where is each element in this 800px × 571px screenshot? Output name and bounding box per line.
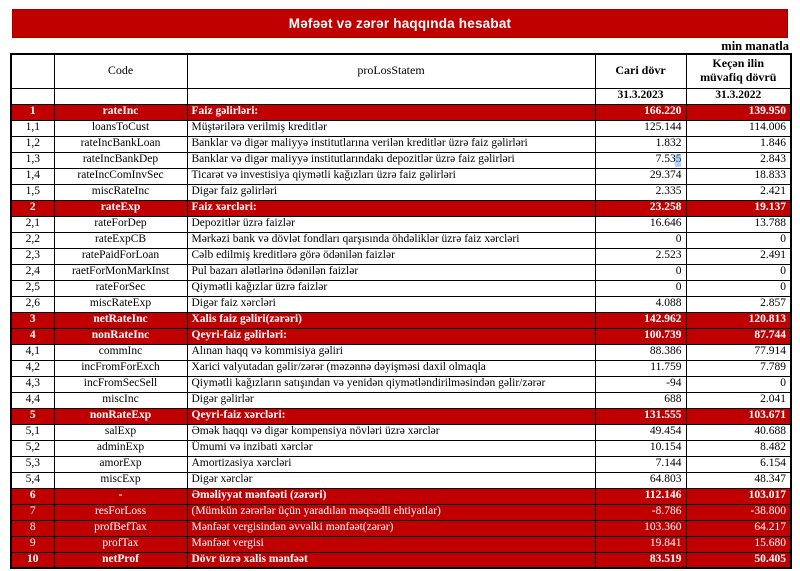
row-number: 1,4 xyxy=(11,168,54,184)
table-row xyxy=(11,104,791,120)
row-number: 4,1 xyxy=(11,344,54,360)
row-code: incFromForExch xyxy=(54,360,187,376)
row-value-current: 49.454 xyxy=(595,424,686,440)
empty-cell xyxy=(187,88,595,104)
row-code: nonRateExp xyxy=(54,408,187,424)
row-value-current: 29.374 xyxy=(595,168,686,184)
row-label: Qeyri-faiz xərcləri: xyxy=(187,408,595,424)
row-value-current: 125.144 xyxy=(595,120,686,136)
row-value-current: 142.962 xyxy=(595,312,686,328)
row-value-previous: 6.154 xyxy=(686,456,791,472)
column-header-previous-period: Keçən ilin müvafiq dövrü xyxy=(686,54,791,88)
row-label: Qiymətli kağızlar üzrə faizlər xyxy=(187,280,595,296)
row-value-current: 1.832 xyxy=(595,136,686,152)
row-number: 7 xyxy=(11,504,54,520)
table-row xyxy=(11,232,791,248)
row-code: nonRateInc xyxy=(54,328,187,344)
row-value-previous: 77.914 xyxy=(686,344,791,360)
row-label: Pul bazarı alətlərinə ödənilən faizlər xyxy=(187,264,595,280)
row-number: 4,3 xyxy=(11,376,54,392)
row-value-current: -8.786 xyxy=(595,504,686,520)
table-row xyxy=(11,472,791,488)
row-value-current: 16.646 xyxy=(595,216,686,232)
table-row xyxy=(11,376,791,392)
row-number: 5,4 xyxy=(11,472,54,488)
row-code: salExp xyxy=(54,424,187,440)
row-value-previous: 2.421 xyxy=(686,184,791,200)
row-label: Depozitlər üzrə faizlər xyxy=(187,216,595,232)
table-row xyxy=(11,152,791,168)
row-value-previous: 13.788 xyxy=(686,216,791,232)
row-value-current: 131.555 xyxy=(595,408,686,424)
row-label: Digər xərclər xyxy=(187,472,595,488)
row-label: Mərkəzi bank və dövlət fondları qarşısında öhdəliklər üzrə faiz xərcləri xyxy=(187,232,595,248)
row-code: netProf xyxy=(54,552,187,568)
row-number: 1,3 xyxy=(11,152,54,168)
row-label: Digər faiz xərcləri xyxy=(187,296,595,312)
row-value-previous: 1.846 xyxy=(686,136,791,152)
row-number: 2,3 xyxy=(11,248,54,264)
row-value-previous: 50.405 xyxy=(686,552,791,568)
row-label: Banklar və digər maliyyə institutlarına verilən kreditlər üzrə faiz gəlirləri xyxy=(187,136,595,152)
row-value-previous: 87.744 xyxy=(686,328,791,344)
row-code: resForLoss xyxy=(54,504,187,520)
table-row xyxy=(11,120,791,136)
row-value-previous: 2.491 xyxy=(686,248,791,264)
row-number: 9 xyxy=(11,536,54,552)
table-row xyxy=(11,296,791,312)
table-row xyxy=(11,344,791,360)
row-code: rateForDep xyxy=(54,216,187,232)
row-number: 2 xyxy=(11,200,54,216)
row-number: 3 xyxy=(11,312,54,328)
row-code: rateInc xyxy=(54,104,187,120)
row-label: Xarici valyutadan gəlir/zərər (məzənnə dəyişməsi daxil olmaqla xyxy=(187,360,595,376)
row-number: 1,1 xyxy=(11,120,54,136)
empty-cell xyxy=(54,88,187,104)
row-code: miscRateInc xyxy=(54,184,187,200)
row-value-current: 100.739 xyxy=(595,328,686,344)
table-row xyxy=(11,408,791,424)
row-number: 4,2 xyxy=(11,360,54,376)
row-value-previous: 8.482 xyxy=(686,440,791,456)
row-code: rateIncComInvSec xyxy=(54,168,187,184)
table-row xyxy=(11,440,791,456)
row-number: 2,2 xyxy=(11,232,54,248)
row-number: 2,6 xyxy=(11,296,54,312)
row-value-previous: 48.347 xyxy=(686,472,791,488)
row-value-previous: 2.843 xyxy=(686,152,791,168)
row-number: 8 xyxy=(11,520,54,536)
row-value-current: 11.759 xyxy=(595,360,686,376)
row-number: 5,3 xyxy=(11,456,54,472)
row-number: 2,4 xyxy=(11,264,54,280)
row-value-current: 83.519 xyxy=(595,552,686,568)
row-value-previous: 19.137 xyxy=(686,200,791,216)
unit-note: min manatla xyxy=(721,39,789,53)
row-value-previous: 103.017 xyxy=(686,488,791,504)
row-label: Faiz gəlirləri: xyxy=(187,104,595,120)
row-label: Qeyri-faiz gəlirləri: xyxy=(187,328,595,344)
row-value-previous: 64.217 xyxy=(686,520,791,536)
column-header-row xyxy=(11,54,791,88)
row-label: (Mümkün zərərlər üçün yaradılan məqsədli ehtiyatlar) xyxy=(187,504,595,520)
row-value-previous: 2.041 xyxy=(686,392,791,408)
row-value-previous: 0 xyxy=(686,232,791,248)
row-code: incFromSecSell xyxy=(54,376,187,392)
row-value-previous: 0 xyxy=(686,264,791,280)
table-row xyxy=(11,392,791,408)
row-code: loansToCust xyxy=(54,120,187,136)
row-value-previous: 18.833 xyxy=(686,168,791,184)
row-code: ratePaidForLoan xyxy=(54,248,187,264)
row-value-current: 88.386 xyxy=(595,344,686,360)
row-label: Mənfəət vergisi xyxy=(187,536,595,552)
row-number: 5,1 xyxy=(11,424,54,440)
table-row xyxy=(11,216,791,232)
row-label: Digər gəlirlər xyxy=(187,392,595,408)
column-header-current-period: Cari dövr xyxy=(595,54,686,88)
table-row xyxy=(11,520,791,536)
row-label: Əmək haqqı və digər kompensiya növləri üzrə xərclər xyxy=(187,424,595,440)
table-row xyxy=(11,360,791,376)
row-label: Dövr üzrə xalis mənfəət xyxy=(187,552,595,568)
table-body xyxy=(11,104,791,568)
column-header-number xyxy=(11,54,54,88)
row-value-previous: 7.789 xyxy=(686,360,791,376)
row-label: Müştərilərə verilmiş kreditlər xyxy=(187,120,595,136)
row-number: 4 xyxy=(11,328,54,344)
row-value-current: 0 xyxy=(595,264,686,280)
row-code: rateExpCB xyxy=(54,232,187,248)
empty-cell xyxy=(11,88,54,104)
row-value-current: 112.146 xyxy=(595,488,686,504)
row-code: rateIncBankLoan xyxy=(54,136,187,152)
row-number: 1 xyxy=(11,104,54,120)
table-row xyxy=(11,136,791,152)
table-row xyxy=(11,536,791,552)
row-code: rateIncBankDep xyxy=(54,152,187,168)
row-value-current: 19.841 xyxy=(595,536,686,552)
row-code: profBefTax xyxy=(54,520,187,536)
row-label: Faiz xərcləri: xyxy=(187,200,595,216)
table-row xyxy=(11,328,791,344)
row-value-current: 7.535 xyxy=(595,152,686,168)
row-code: miscInc xyxy=(54,392,187,408)
table-row xyxy=(11,424,791,440)
row-value-current: 2.523 xyxy=(595,248,686,264)
row-label: Banklar və digər maliyyə institutlarındakı depozitlər üzrə faiz gəlirləri xyxy=(187,152,595,168)
table-row xyxy=(11,200,791,216)
table-row xyxy=(11,488,791,504)
row-number: 2,1 xyxy=(11,216,54,232)
period-dates-row xyxy=(11,88,791,104)
row-value-current: 23.258 xyxy=(595,200,686,216)
row-code: adminExp xyxy=(54,440,187,456)
row-label: Xalis faiz gəliri(zərəri) xyxy=(187,312,595,328)
row-value-current: 103.360 xyxy=(595,520,686,536)
row-code: amorExp xyxy=(54,456,187,472)
row-value-previous: 0 xyxy=(686,280,791,296)
table-row xyxy=(11,312,791,328)
row-number: 10 xyxy=(11,552,54,568)
table-row xyxy=(11,280,791,296)
row-label: Ticarət və investisiya qiymətli kağızları üzrə faiz gəlirləri xyxy=(187,168,595,184)
row-value-current: 0 xyxy=(595,280,686,296)
row-number: 5,2 xyxy=(11,440,54,456)
row-number: 5 xyxy=(11,408,54,424)
row-value-current: -94 xyxy=(595,376,686,392)
row-code: miscExp xyxy=(54,472,187,488)
report-title-bar xyxy=(12,9,788,38)
row-code: commInc xyxy=(54,344,187,360)
row-label: Ümumi və inzibati xərclər xyxy=(187,440,595,456)
table-row xyxy=(11,456,791,472)
row-number: 6 xyxy=(11,488,54,504)
row-code: rateExp xyxy=(54,200,187,216)
row-value-current: 0 xyxy=(595,232,686,248)
row-value-previous: 103.671 xyxy=(686,408,791,424)
current-period-date: 31.3.2023 xyxy=(595,88,686,104)
table-row xyxy=(11,504,791,520)
row-code: miscRateExp xyxy=(54,296,187,312)
table-row xyxy=(11,168,791,184)
previous-period-date: 31.3.2022 xyxy=(686,88,791,104)
row-number: 1,2 xyxy=(11,136,54,152)
row-code: profTax xyxy=(54,536,187,552)
row-label: Alınan haqq və kommisiya gəliri xyxy=(187,344,595,360)
row-value-current: 688 xyxy=(595,392,686,408)
column-header-prolosstatem: proLosStatem xyxy=(187,54,595,88)
row-label: Cəlb edilmiş kreditlərə görə ödənilən faizlər xyxy=(187,248,595,264)
row-value-current: 4.088 xyxy=(595,296,686,312)
row-value-previous: -38.800 xyxy=(686,504,791,520)
table-row xyxy=(11,552,791,568)
row-value-current: 10.154 xyxy=(595,440,686,456)
column-header-code: Code xyxy=(54,54,187,88)
row-value-current: 2.335 xyxy=(595,184,686,200)
row-label: Mənfəət vergisindən əvvəlki mənfəət(zərər) xyxy=(187,520,595,536)
row-label: Digər faiz gəlirləri xyxy=(187,184,595,200)
row-label: Əməliyyat mənfəəti (zərəri) xyxy=(187,488,595,504)
row-number: 4,4 xyxy=(11,392,54,408)
row-value-previous: 2.857 xyxy=(686,296,791,312)
report-title: Məfəət və zərər haqqında hesabat xyxy=(288,16,512,31)
row-code: netRateInc xyxy=(54,312,187,328)
table-row xyxy=(11,248,791,264)
row-value-current: 64.803 xyxy=(595,472,686,488)
row-code: raetForMonMarkInst xyxy=(54,264,187,280)
row-value-previous: 139.950 xyxy=(686,104,791,120)
row-value-previous: 0 xyxy=(686,376,791,392)
row-label: Qiymətli kağızların satışından və yenidən qiymətləndirilməsindən gəlir/zərər xyxy=(187,376,595,392)
row-number: 2,5 xyxy=(11,280,54,296)
row-value-previous: 120.813 xyxy=(686,312,791,328)
row-value-current: 7.144 xyxy=(595,456,686,472)
row-label: Amortizasiya xərcləri xyxy=(187,456,595,472)
row-value-current: 166.220 xyxy=(595,104,686,120)
row-number: 1,5 xyxy=(11,184,54,200)
row-value-previous: 15.680 xyxy=(686,536,791,552)
row-value-previous: 114.006 xyxy=(686,120,791,136)
row-code: - xyxy=(54,488,187,504)
table-row xyxy=(11,184,791,200)
profit-loss-table xyxy=(10,53,792,569)
table-row xyxy=(11,264,791,280)
row-code: rateForSec xyxy=(54,280,187,296)
row-value-previous: 40.688 xyxy=(686,424,791,440)
